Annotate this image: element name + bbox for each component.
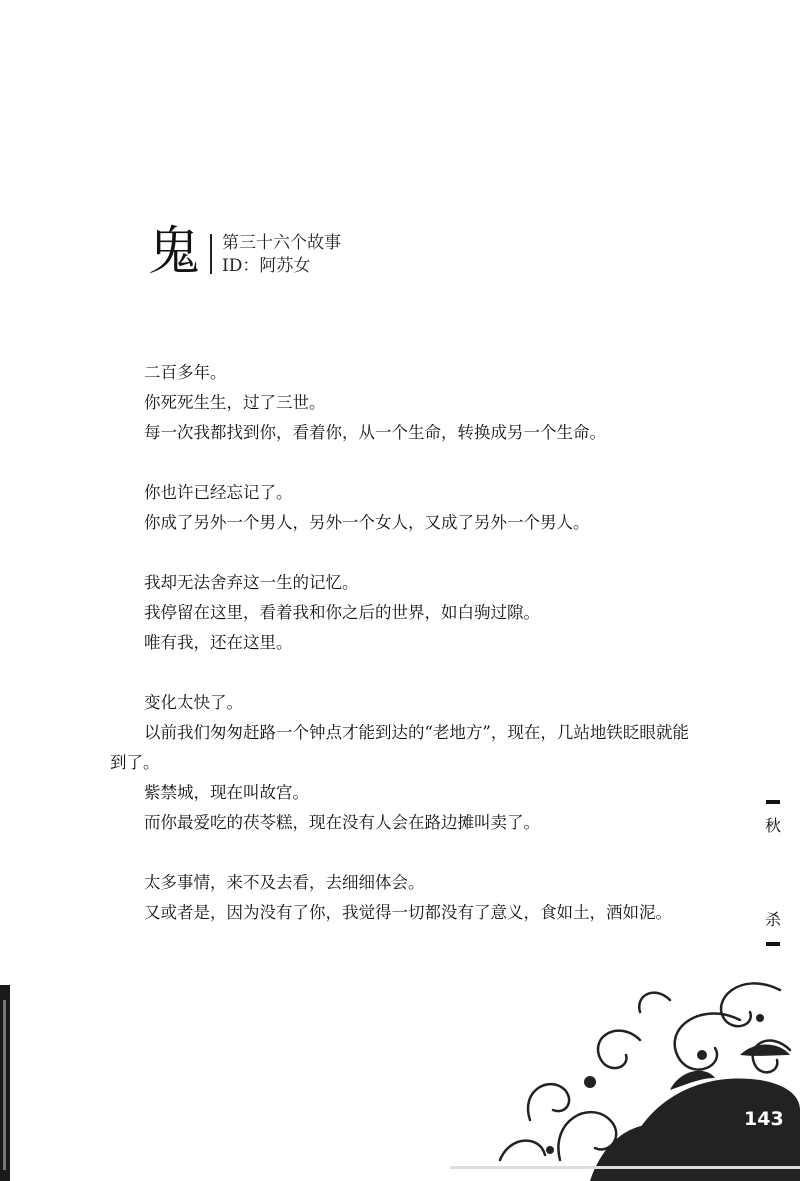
text-line: 我却无法舍弃这一生的记忆。 (144, 573, 359, 592)
story-meta (222, 232, 341, 278)
text-line: 二百多年。 (144, 363, 227, 382)
page-edge-highlight (3, 1000, 6, 1170)
side-title-char: 杀 (764, 910, 781, 929)
text-line: 以前我们匆匆赶路一个钟点才能到达的“老地方”，现在，几站地铁眨眼就能到了。 (110, 723, 689, 772)
paragraph (110, 568, 700, 658)
text-line: 每一次我都找到你，看着你，从一个生命，转换成另一个生命。 (144, 423, 606, 442)
story-body (110, 358, 700, 928)
title-divider (210, 234, 212, 274)
text-line: 唯有我，还在这里。 (144, 633, 293, 652)
text-line: 变化太快了。 (144, 693, 243, 712)
paragraph (110, 868, 700, 928)
text-line: 又或者是，因为没有了你，我觉得一切都没有了意义，食如土，酒如泥。 (144, 903, 672, 922)
text-line: 而你最爱吃的茯苓糕，现在没有人会在路边摊叫卖了。 (144, 813, 540, 832)
author-id: ID：阿苏女 (222, 256, 311, 276)
paragraph (110, 358, 700, 448)
bottom-rule (450, 1166, 800, 1169)
swirl-ornament-icon (440, 960, 800, 1181)
text-line: 太多事情，来不及去看，去细细体会。 (144, 873, 425, 892)
side-title-char: 秋 (764, 816, 781, 835)
story-number: 第三十六个故事 (222, 233, 341, 253)
text-line: 你也许已经忘记了。 (144, 483, 293, 502)
text-line: 紫禁城，现在叫故宫。 (144, 783, 309, 802)
text-line: 你死死生生，过了三世。 (144, 393, 326, 412)
book-section-title (758, 800, 788, 946)
paragraph (110, 478, 700, 538)
story-title-glyph: 鬼 (148, 222, 201, 282)
page-number: 143 (744, 1108, 784, 1130)
text-line: 你成了另外一个男人，另外一个女人，又成了另外一个男人。 (144, 513, 590, 532)
paragraph (110, 688, 700, 838)
side-title-bar-top (766, 800, 780, 804)
side-title-bar-bottom (766, 942, 780, 946)
text-line: 我停留在这里，看着我和你之后的世界，如白驹过隙。 (144, 603, 540, 622)
